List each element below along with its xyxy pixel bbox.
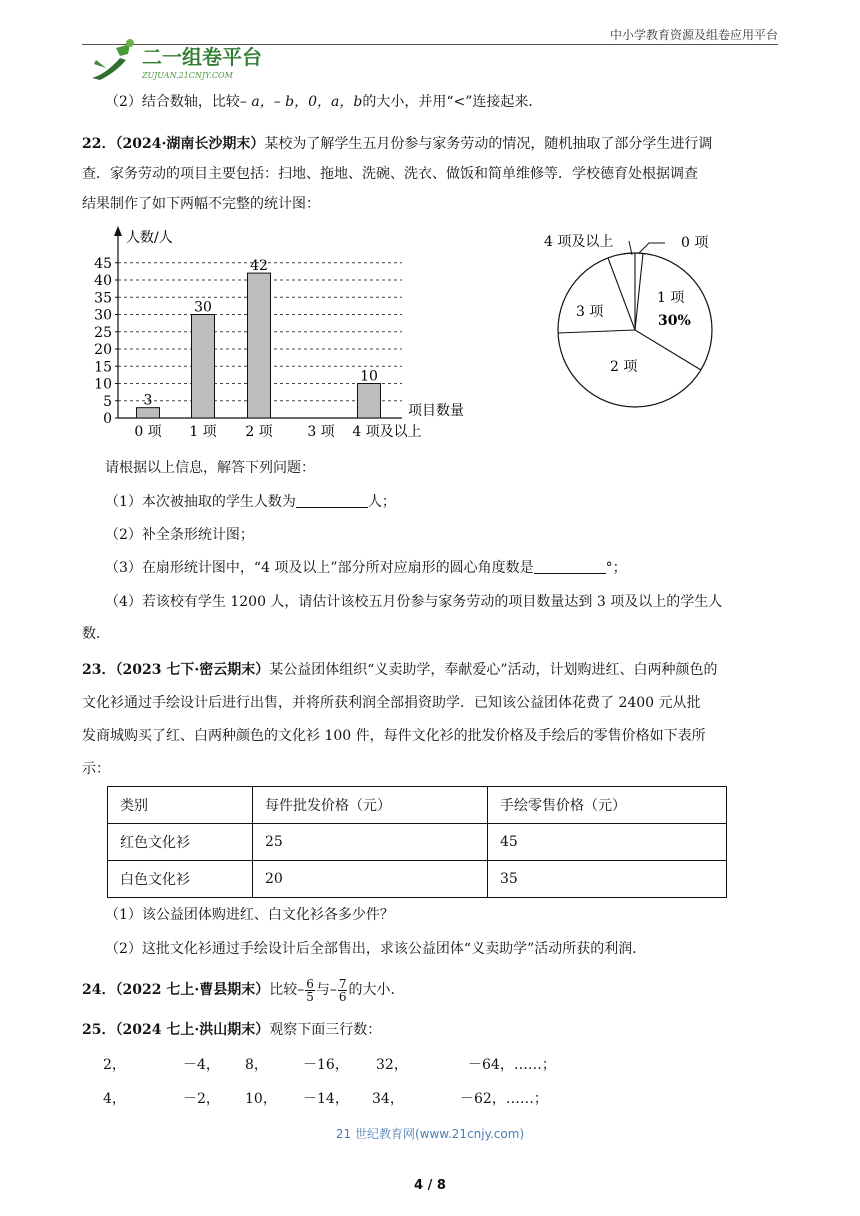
q23-sub1: （1）该公益团体购进红、白文化衫各多少件？ bbox=[105, 907, 394, 923]
y-axis-label: 人数/人 bbox=[126, 230, 173, 246]
q25-row1-item: 8， bbox=[245, 1057, 268, 1073]
fraction-7-6: $\frac{7}{6}$ bbox=[338, 976, 347, 1004]
q22-line3: 结果制作了如下两幅不完整的统计图： bbox=[82, 196, 320, 212]
pie-slice-4-edge bbox=[608, 258, 635, 330]
pie-label-4: 4 项及以上 bbox=[544, 234, 614, 250]
q22-intro: 请根据以上信息，解答下列问题： bbox=[105, 460, 315, 476]
footer-site-link[interactable]: 21 世纪教育网(www.21cnjy.com) bbox=[335, 1127, 525, 1141]
q25-row1-item: 32， bbox=[376, 1057, 408, 1073]
table-header-cell: 手绘零售价格（元） bbox=[488, 787, 727, 824]
pie-chart bbox=[535, 225, 735, 415]
y-tick-label: 10 bbox=[94, 376, 112, 393]
q23-line1: 23．（2023 七下·密云期末）某公益团体组织“义卖助学，奉献爱心”活动，计划购进红、白两种颜色的 bbox=[82, 662, 718, 678]
q22-line1: 22．（2024·湖南长沙期末）某校为了解学生五月份参与家务劳动的情况，随机抽取了部分学生进行调 bbox=[82, 136, 713, 152]
x-tick-label: 0 项 bbox=[134, 424, 162, 440]
bar-data-label: 3 bbox=[143, 392, 153, 409]
x-tick-label: 4 项及以上 bbox=[352, 424, 422, 440]
q25-row2-item: －14， bbox=[303, 1091, 349, 1107]
q25-row2-item: 4， bbox=[103, 1091, 126, 1107]
q23-sub2: （2）这批文化衫通过手绘设计后全部售出，求该公益团体“义卖助学”活动所获的利润． bbox=[105, 941, 647, 957]
q21-part2: （2）结合数轴，比较– a，– b，0，a，b的大小，并用“<”连接起来． bbox=[105, 94, 543, 110]
q25-row2-item: －2， bbox=[183, 1091, 220, 1107]
pie-slice-2-edge bbox=[635, 330, 701, 370]
table-cell: 红色文化衫 bbox=[108, 824, 253, 861]
pie-label-2: 2 项 bbox=[610, 359, 638, 375]
bar bbox=[358, 384, 381, 419]
q25-row2-item: －62，……； bbox=[460, 1091, 548, 1107]
y-tick-label: 0 bbox=[103, 411, 112, 427]
table-cell: 35 bbox=[488, 861, 727, 898]
fraction-6-5: $\frac{6}{5}$ bbox=[306, 976, 314, 1004]
x-tick-label: 3 项 bbox=[307, 424, 335, 440]
table-header-cell: 类别 bbox=[108, 787, 253, 824]
q23-line3: 发商城购买了红、白两种颜色的文化衫 100 件，每件文化衫的批发价格及手绘后的零售价格如下表所 bbox=[82, 728, 706, 744]
q25-row1-item: －64，……； bbox=[468, 1057, 556, 1073]
q22-sub1: （1）本次被抽取的学生人数为 人； bbox=[105, 494, 396, 510]
y-tick-label: 45 bbox=[94, 255, 112, 272]
logo-subtitle: ZUJUAN.21CNJY.COM bbox=[142, 71, 233, 80]
q25-line: 25．（2024 七上·洪山期末）观察下面三行数： bbox=[82, 1022, 382, 1038]
q23-line4: 示： bbox=[82, 761, 110, 777]
bar-chart bbox=[90, 222, 490, 447]
y-tick-label: 5 bbox=[103, 393, 112, 410]
table-row bbox=[108, 861, 727, 898]
y-tick-label: 20 bbox=[94, 342, 112, 358]
x-tick-label: 2 项 bbox=[245, 424, 273, 440]
bar-data-label: 30 bbox=[194, 299, 212, 316]
runner-logo-icon bbox=[92, 39, 134, 80]
y-axis-arrow bbox=[114, 226, 122, 236]
table-cell: 白色文化衫 bbox=[108, 861, 253, 898]
q25-row2-item: 10， bbox=[245, 1091, 277, 1107]
bar bbox=[137, 408, 160, 418]
logo-title: 二一组卷平台 bbox=[142, 45, 262, 69]
site-logo bbox=[86, 38, 286, 84]
bar bbox=[192, 315, 215, 419]
table-header-row bbox=[108, 787, 727, 824]
bar-data-label: 10 bbox=[360, 368, 378, 385]
pie-slice-3-edge bbox=[558, 330, 635, 333]
pie-label-1: 1 项 bbox=[657, 290, 685, 306]
price-table bbox=[107, 786, 727, 898]
answer-blank-3[interactable] bbox=[534, 559, 606, 574]
table-cell: 25 bbox=[253, 824, 488, 861]
pie-slice-1-edge bbox=[635, 253, 643, 330]
table-cell: 45 bbox=[488, 824, 727, 861]
y-tick-label: 35 bbox=[94, 290, 112, 307]
q25-row1-item: －4， bbox=[183, 1057, 220, 1073]
q22-sub3: （3）在扇形统计图中，“4 项及以上”部分所对应扇形的圆心角度数是 °； bbox=[105, 560, 627, 576]
q23-line2: 文化衫通过手绘设计后进行出售，并将所获利润全部捐资助学．已知该公益团体花费了 2400 元从批 bbox=[82, 695, 701, 711]
table-cell: 20 bbox=[253, 861, 488, 898]
y-tick-label: 40 bbox=[94, 273, 112, 289]
q22-sub4-line1: （4）若该校有学生 1200 人，请估计该校五月份参与家务劳动的项目数量达到 3 项及以上的学生人 bbox=[105, 594, 723, 610]
q22-sub2: （2）补全条形统计图； bbox=[105, 527, 254, 543]
bar bbox=[248, 273, 271, 418]
q22-line2: 查．家务劳动的项目主要包括：扫地、拖地、洗碗、洗衣、做饭和简单维修等．学校德育处根据调查 bbox=[82, 166, 698, 182]
q25-row2-item: 34， bbox=[372, 1091, 404, 1107]
table-header-cell: 每件批发价格（元） bbox=[253, 787, 488, 824]
y-tick-label: 30 bbox=[94, 307, 112, 324]
pie-label-3: 3 项 bbox=[576, 304, 604, 320]
header-platform-text: 中小学教育资源及组卷应用平台 bbox=[609, 28, 778, 42]
table-row bbox=[108, 824, 727, 861]
q24-line: 24．（2022 七上·曹县期末）比较– $\frac{6}{5}$ 与– $\frac{7}{6}$ 的大小． bbox=[82, 976, 405, 1004]
x-tick-label: 1 项 bbox=[189, 424, 217, 440]
pie-leader-0 bbox=[639, 243, 665, 253]
answer-blank-1[interactable] bbox=[296, 493, 368, 508]
q25-row1-item: 2， bbox=[103, 1057, 126, 1073]
y-tick-label: 25 bbox=[94, 324, 112, 341]
bar-data-label: 42 bbox=[250, 258, 268, 275]
pie-annotation-1: 30% bbox=[658, 313, 691, 329]
pie-label-0: 0 项 bbox=[681, 235, 709, 251]
page-number: 4 / 8 bbox=[414, 1178, 446, 1193]
x-axis-label: 项目数量 bbox=[408, 403, 464, 419]
q25-row1-item: －16， bbox=[303, 1057, 349, 1073]
y-tick-label: 15 bbox=[94, 359, 112, 376]
q22-sub4-line2: 数． bbox=[82, 626, 110, 642]
